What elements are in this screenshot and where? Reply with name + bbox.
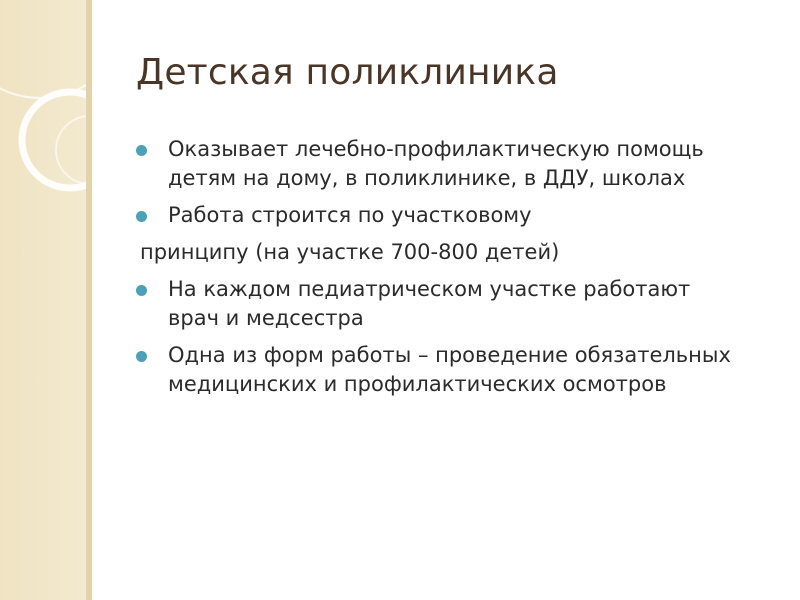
bullet-dot-icon	[136, 211, 147, 222]
bullet-text: Работа строится по участковому	[168, 203, 532, 227]
deco-circle-large	[0, 0, 92, 98]
bullet-dot-icon	[136, 351, 147, 362]
decorative-side-band	[0, 0, 92, 600]
bullet-item	[136, 201, 736, 230]
slide-title: Детская поликлиника	[136, 52, 559, 93]
bullet-item	[136, 275, 736, 333]
bullet-item	[136, 135, 736, 193]
bullet-text: Одна из форм работы – проведение обязательных медицинских и профилактических осмотров	[168, 343, 731, 396]
side-band-edge	[86, 0, 92, 600]
decorative-circles	[0, 0, 92, 600]
bullet-dot-icon	[136, 285, 147, 296]
bullet-item	[136, 341, 736, 399]
continuation-line	[136, 238, 736, 267]
continuation-text: принципу (на участке 700-800 детей)	[140, 240, 560, 264]
bullet-list	[136, 135, 736, 407]
bullet-text: На каждом педиатрическом участке работают врач и медсестра	[168, 277, 691, 330]
bullet-text: Оказывает лечебно-профилактическую помощь детям на дому, в поликлинике, в ДДУ, школах	[168, 137, 704, 190]
bullet-dot-icon	[136, 145, 147, 156]
